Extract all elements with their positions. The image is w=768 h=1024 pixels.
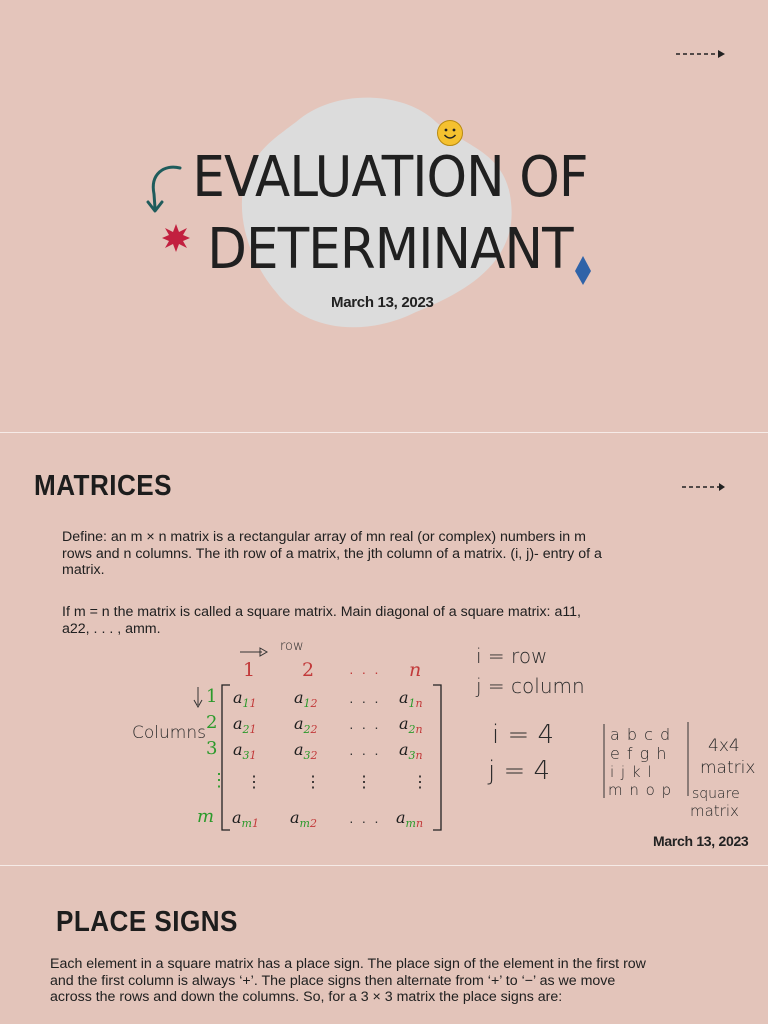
column-header: 1 (243, 659, 256, 681)
matrix-cell: $a_{32}$ (294, 740, 318, 763)
matrix-ellipsis: · · · (349, 719, 381, 735)
smiley-icon (436, 119, 464, 147)
matrix-cell: $a_{mn}$ (396, 808, 424, 831)
row-header: 3 (206, 738, 218, 759)
matrix-cell: $a_{2n}$ (399, 714, 423, 737)
matrix-ellipsis: · · · (349, 693, 381, 709)
title-date: March 13, 2023 (331, 294, 434, 311)
matrix-bracket-right (432, 684, 444, 832)
j-equals-4-note: j = 4 (488, 756, 551, 786)
matrix-vertical-dots: ⋮ (412, 772, 428, 791)
matrix-cell: $a_{3n}$ (399, 740, 423, 763)
place-signs-text: Each element in a square matrix has a place sign. The place sign of the element in the first row and the first column is always ‘+’. The place signs then alternate from ‘+’ to ‘−’ as we move across the rows and down the columns. So, for a 3 × 3 matrix the place signs are: (50, 956, 646, 1005)
matrix-vertical-dots: ⋮ (305, 772, 321, 791)
column-header: · · · (349, 664, 381, 680)
columns-note: Columns (132, 723, 206, 743)
row-arrow-icon (240, 645, 268, 657)
matrix-cell: $a_{m1}$ (232, 808, 259, 831)
square-matrix-text: If m = n the matrix is called a square matrix. Main diagonal of a square matrix: a11, a22, . . . , amm. (62, 604, 581, 637)
i-equals-4-note: i = 4 (492, 720, 555, 750)
matrix-cell: $a_{1n}$ (399, 688, 423, 711)
row-header: 1 (206, 686, 218, 707)
row-header: ⋮ (210, 770, 228, 791)
letter-matrix-bar-right (686, 722, 690, 796)
matrix-ellipsis: · · · (349, 745, 381, 761)
place-signs-heading: PLACE SIGNS (56, 906, 238, 938)
letter-matrix-row: e f g h (610, 744, 668, 763)
title-line-2: DETERMINANT (207, 217, 573, 282)
row-header: 2 (206, 712, 218, 733)
row-note: row (280, 639, 304, 654)
matrix-cell: $a_{12}$ (294, 688, 318, 711)
j-equals-column-note: j = column (476, 674, 585, 698)
matrix-cell: $a_{21}$ (233, 714, 257, 737)
column-header: n (409, 659, 422, 681)
matrix-vertical-dots: ⋮ (246, 772, 262, 791)
columns-arrow-icon (192, 686, 206, 710)
dashed-arrow-icon (682, 481, 726, 493)
size-label: 4x4 (708, 736, 740, 756)
matrix-definition-text: Define: an m × n matrix is a rectangular array of mn real (or complex) numbers in m rows and n columns. The ith row of a matrix, the jth column of a matrix. (i, j)- entry of a matrix. (62, 529, 602, 578)
square-label: square (692, 786, 740, 802)
title-slide (0, 0, 768, 432)
matrix-cell: $a_{m2}$ (290, 808, 317, 831)
matrix-cell: $a_{31}$ (233, 740, 257, 763)
i-equals-row-note: i = row (476, 644, 548, 668)
matrices-heading: MATRICES (34, 470, 172, 502)
row-header: m (197, 806, 215, 827)
letter-matrix-bar-left (602, 724, 606, 798)
matrix-cell: $a_{22}$ (294, 714, 318, 737)
matrix-ellipsis: · · · (349, 813, 381, 829)
letter-matrix-row: m n o p (608, 781, 673, 799)
matrices-date: March 13, 2023 (653, 833, 749, 849)
slide-divider (0, 865, 768, 866)
size-label: matrix (700, 758, 756, 778)
square-label: matrix (690, 802, 739, 820)
letter-matrix-row: a b c d (610, 725, 672, 744)
matrix-vertical-dots: ⋮ (356, 772, 372, 791)
matrix-bracket-left (220, 684, 232, 832)
dashed-arrow-icon (676, 48, 726, 60)
title-line-1: EVALUATION OF (192, 145, 588, 210)
letter-matrix-row: i j k l (610, 763, 653, 781)
column-header: 2 (302, 659, 315, 681)
matrix-cell: $a_{11}$ (233, 688, 257, 711)
